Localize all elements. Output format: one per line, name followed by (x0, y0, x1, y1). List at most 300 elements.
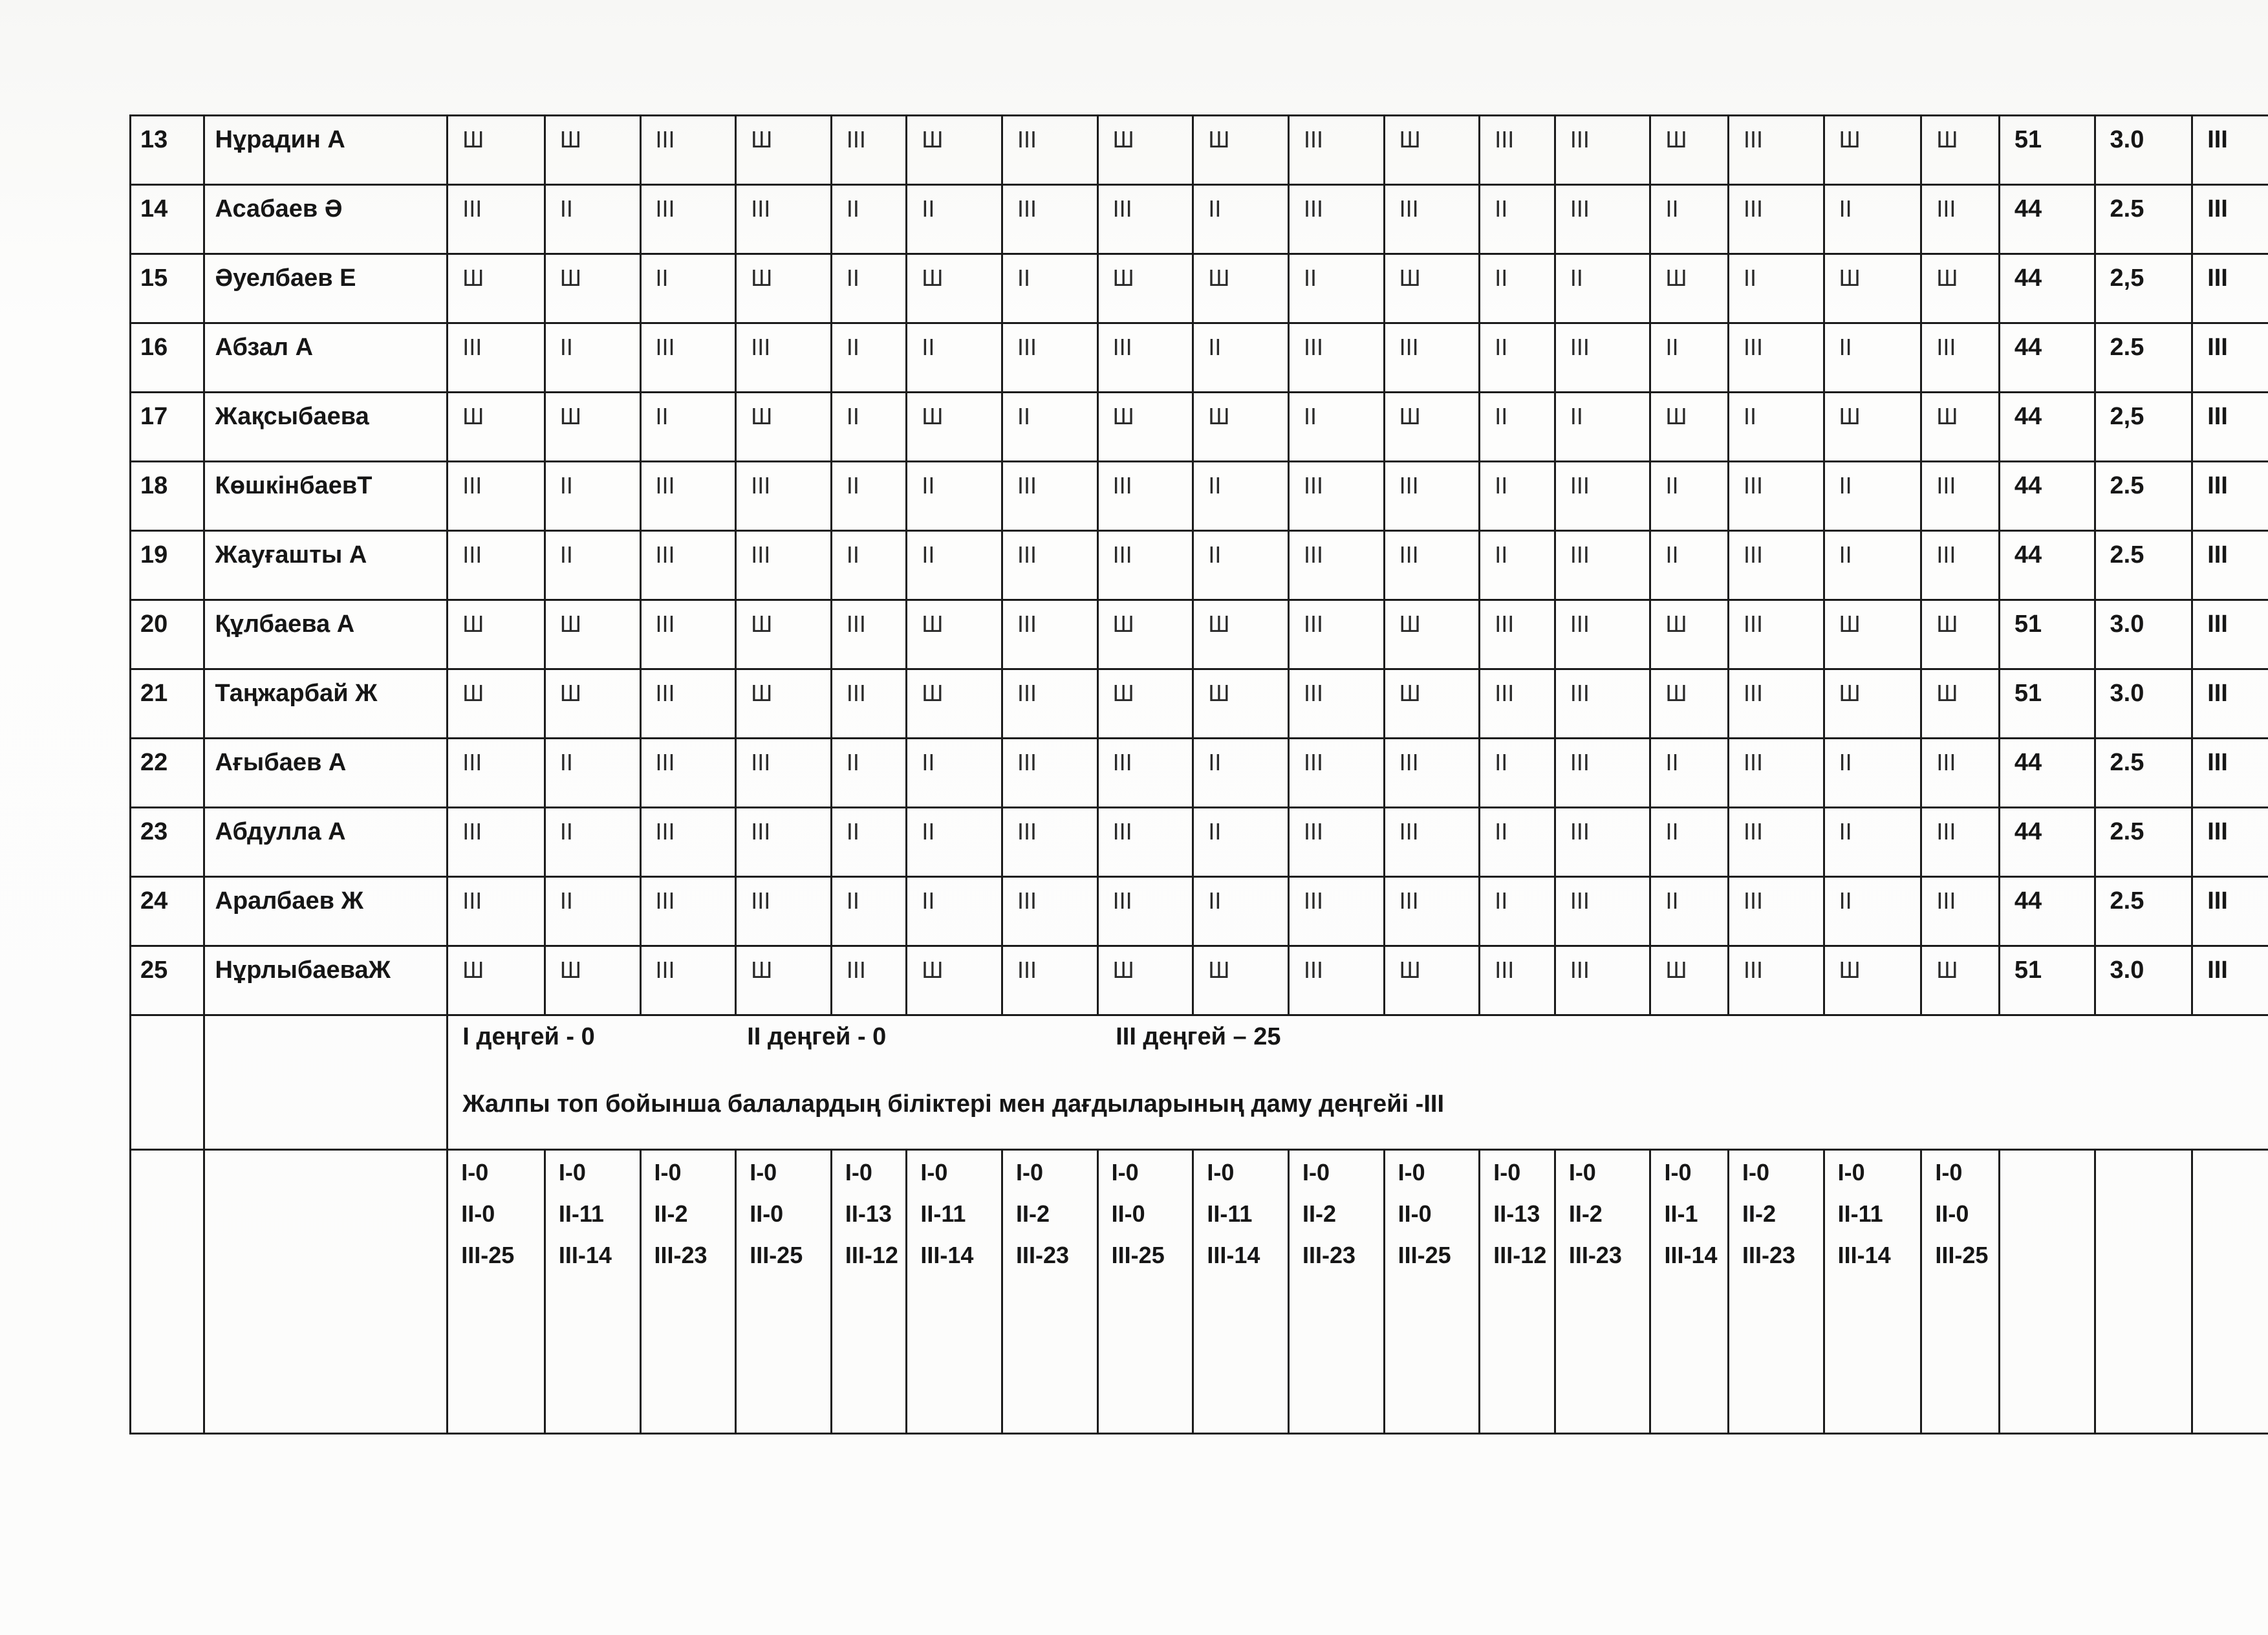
final-level: III (2192, 116, 2268, 185)
level-cell: III (1555, 877, 1650, 946)
level-cell: III (1480, 946, 1555, 1015)
final-level: III (2192, 669, 2268, 739)
level-cell: II (1480, 808, 1555, 877)
level-count: III-12 (845, 1242, 898, 1268)
level-cell: II (1193, 531, 1289, 600)
level-cell: Ш (545, 946, 640, 1015)
table-row (131, 393, 2268, 462)
level-cell: III (736, 462, 832, 531)
level-cell: III (1002, 600, 1098, 669)
level-cell: II (545, 739, 640, 808)
level-count: I-0 (1664, 1159, 1692, 1186)
level-cell: II (1824, 877, 1921, 946)
level-cell: II (1650, 739, 1729, 808)
final-level: III (2192, 254, 2268, 323)
level-count: II-2 (1302, 1200, 1336, 1227)
level-count-cell (640, 1150, 736, 1434)
level-cell: Ш (1824, 600, 1921, 669)
level-cell: Ш (1921, 393, 2000, 462)
level-count-cell (1480, 1150, 1555, 1434)
level-count: III-23 (654, 1242, 707, 1268)
level-cell: III (1288, 185, 1384, 254)
level-cell: III (448, 808, 545, 877)
level-cell: Ш (1384, 600, 1480, 669)
level-count: II-11 (558, 1200, 604, 1227)
level-cell: II (1193, 323, 1289, 393)
level-cell: III (1921, 739, 2000, 808)
average-score: 2.5 (2095, 185, 2192, 254)
level-cell: III (640, 946, 736, 1015)
level-count: II-13 (1493, 1200, 1540, 1227)
average-score: 2.5 (2095, 739, 2192, 808)
level-count: II-2 (654, 1200, 688, 1227)
level-count: III-14 (920, 1242, 974, 1268)
level-count-cell (907, 1150, 1002, 1434)
level-cell: II (545, 808, 640, 877)
level-cell: II (907, 323, 1002, 393)
table-row (131, 323, 2268, 393)
level-cell: III (1288, 600, 1384, 669)
level-cell: Ш (545, 669, 640, 739)
level-cell: Ш (1097, 669, 1193, 739)
level-cell: II (1729, 254, 1824, 323)
student-name: Абзал А (204, 323, 448, 393)
level-count: III-25 (750, 1242, 803, 1268)
level-cell: III (1384, 323, 1480, 393)
row-number: 13 (131, 116, 204, 185)
level-cell: II (1002, 254, 1098, 323)
level-cell: III (1729, 323, 1824, 393)
level-cell: II (1480, 254, 1555, 323)
level-cell: III (1002, 531, 1098, 600)
level-cell: II (1002, 393, 1098, 462)
counts-num-cell (131, 1150, 204, 1434)
level-cell: II (907, 877, 1002, 946)
level-cell: Ш (907, 393, 1002, 462)
total-score: 44 (1999, 393, 2095, 462)
level-cell: Ш (1384, 393, 1480, 462)
level-cell: III (1288, 808, 1384, 877)
total-score: 44 (1999, 808, 2095, 877)
total-score: 51 (1999, 669, 2095, 739)
level-cell: II (1650, 531, 1729, 600)
table-row (131, 531, 2268, 600)
level-cell: II (545, 531, 640, 600)
level-cell: III (1002, 946, 1098, 1015)
level-count: I-0 (1493, 1159, 1521, 1186)
level-cell: Ш (1921, 669, 2000, 739)
level-cell: III (1097, 739, 1193, 808)
level-cell: III (640, 185, 736, 254)
average-score: 2,5 (2095, 393, 2192, 462)
summary-row (131, 1015, 2268, 1150)
level-count: III-23 (1302, 1242, 1356, 1268)
total-score: 51 (1999, 946, 2095, 1015)
level-cell: Ш (1650, 669, 1729, 739)
level-count: II-2 (1568, 1200, 1603, 1227)
level-cell: II (1650, 877, 1729, 946)
level-cell: II (640, 393, 736, 462)
level-cell: III (1921, 323, 2000, 393)
level-cell: Ш (1384, 116, 1480, 185)
level-cell: III (1480, 669, 1555, 739)
level-cell: Ш (1097, 600, 1193, 669)
counts-name-cell (204, 1150, 448, 1434)
row-number: 16 (131, 323, 204, 393)
level-cell: Ш (1921, 116, 2000, 185)
level-cell: II (1824, 323, 1921, 393)
student-rows (131, 116, 2268, 1015)
level-cell: Ш (545, 393, 640, 462)
level-cell: III (1288, 669, 1384, 739)
table-row (131, 185, 2268, 254)
row-number: 20 (131, 600, 204, 669)
average-score: 2.5 (2095, 531, 2192, 600)
level-cell: II (1193, 462, 1289, 531)
average-score: 2.5 (2095, 323, 2192, 393)
level-cell: II (545, 462, 640, 531)
level-count: I-0 (845, 1159, 872, 1186)
level-cell: III (640, 323, 736, 393)
level-count: I-0 (920, 1159, 948, 1186)
level-cell: III (1921, 877, 2000, 946)
level-cell: Ш (1384, 946, 1480, 1015)
level-cell: III (448, 323, 545, 393)
level-cell: III (640, 531, 736, 600)
level-count-cell (545, 1150, 640, 1434)
level-cell: II (1193, 739, 1289, 808)
level-cell: III (640, 669, 736, 739)
level-cell: III (448, 531, 545, 600)
level-cell: II (831, 393, 907, 462)
level-count: I-0 (1935, 1159, 1963, 1186)
average-score: 2.5 (2095, 877, 2192, 946)
level-cell: II (545, 185, 640, 254)
level-count: III-14 (1837, 1242, 1891, 1268)
level-cell: Ш (1193, 946, 1289, 1015)
total-score: 44 (1999, 254, 2095, 323)
level-cell: III (1555, 669, 1650, 739)
table-row (131, 877, 2268, 946)
level-count: I-0 (461, 1159, 489, 1186)
level-cell: III (1384, 531, 1480, 600)
level-cell: III (448, 462, 545, 531)
level-cell: II (1824, 739, 1921, 808)
total-score: 44 (1999, 323, 2095, 393)
level-cell: II (831, 808, 907, 877)
level-count-cell (1824, 1150, 1921, 1434)
level-count: III-14 (558, 1242, 612, 1268)
level-cell: III (1097, 531, 1193, 600)
row-number: 19 (131, 531, 204, 600)
level-cell: II (1480, 877, 1555, 946)
level-count: III-14 (1664, 1242, 1718, 1268)
level-cell: Ш (448, 946, 545, 1015)
total-score: 44 (1999, 877, 2095, 946)
level-cell: II (1729, 393, 1824, 462)
level-count: II-1 (1664, 1200, 1698, 1227)
level-cell: Ш (1921, 946, 2000, 1015)
level-cell: Ш (907, 669, 1002, 739)
student-name: Абдулла А (204, 808, 448, 877)
level-count: II-0 (750, 1200, 784, 1227)
level-count: II-13 (845, 1200, 892, 1227)
level-count: III-12 (1493, 1242, 1547, 1268)
level3-total: III деңгей – 25 (1116, 1023, 1281, 1050)
level-cell: Ш (907, 254, 1002, 323)
table-row (131, 739, 2268, 808)
final-level: III (2192, 323, 2268, 393)
level-cell: Ш (736, 669, 832, 739)
total-score: 44 (1999, 531, 2095, 600)
table-row (131, 946, 2268, 1015)
average-score: 2.5 (2095, 808, 2192, 877)
level-cell: Ш (1384, 669, 1480, 739)
level-cell: II (907, 808, 1002, 877)
level-cell: II (1650, 323, 1729, 393)
level-cell: III (831, 669, 907, 739)
level-cell: II (831, 739, 907, 808)
level-cell: II (1193, 185, 1289, 254)
level-cell: Ш (1097, 393, 1193, 462)
table-row (131, 462, 2268, 531)
level-cell: III (448, 739, 545, 808)
level-cell: Ш (1650, 600, 1729, 669)
total-score: 44 (1999, 462, 2095, 531)
level-cell: III (1555, 323, 1650, 393)
level-count: III-25 (461, 1242, 515, 1268)
level-cell: II (1480, 323, 1555, 393)
level-cell: III (1002, 877, 1098, 946)
level-count-cell (1729, 1150, 1824, 1434)
row-number: 25 (131, 946, 204, 1015)
level1-total: I деңгей - 0 (462, 1023, 595, 1050)
level-cell: II (907, 462, 1002, 531)
level-cell: Ш (1097, 116, 1193, 185)
level-count-cell (1384, 1150, 1480, 1434)
level-cell: III (1288, 323, 1384, 393)
student-name: КөшкінбаевТ (204, 462, 448, 531)
level-cell: III (831, 946, 907, 1015)
level-cell: II (907, 185, 1002, 254)
level-cell: Ш (1824, 946, 1921, 1015)
level-cell: III (1288, 739, 1384, 808)
level-cell: III (1384, 462, 1480, 531)
row-number: 23 (131, 808, 204, 877)
level-cell: Ш (1193, 393, 1289, 462)
level-cell: III (1921, 185, 2000, 254)
level-cell: II (1555, 254, 1650, 323)
level-cell: II (1650, 185, 1729, 254)
student-name: Жауғашты А (204, 531, 448, 600)
empty-count-cell (2192, 1150, 2268, 1434)
level-cell: Ш (907, 600, 1002, 669)
level-cell: III (640, 116, 736, 185)
level-count: III-23 (1016, 1242, 1070, 1268)
level-cell: III (448, 185, 545, 254)
summary-num-cell (131, 1015, 204, 1150)
level-cell: Ш (1921, 254, 2000, 323)
level-cell: III (1921, 462, 2000, 531)
level-cell: III (736, 323, 832, 393)
level-count: II-0 (1398, 1200, 1432, 1227)
level-cell: III (640, 808, 736, 877)
level-count: I-0 (1016, 1159, 1044, 1186)
level-cell: III (1288, 531, 1384, 600)
level-cell: III (736, 531, 832, 600)
level-count: I-0 (1837, 1159, 1865, 1186)
level-cell: III (1002, 116, 1098, 185)
level-cell: III (1555, 185, 1650, 254)
row-number: 24 (131, 877, 204, 946)
student-name: Жақсыбаева (204, 393, 448, 462)
level-cell: III (1921, 808, 2000, 877)
final-level: III (2192, 808, 2268, 877)
total-score: 44 (1999, 185, 2095, 254)
level-count: I-0 (1398, 1159, 1425, 1186)
final-level: III (2192, 739, 2268, 808)
student-name: Аралбаев Ж (204, 877, 448, 946)
level-count-cell (1555, 1150, 1650, 1434)
empty-count-cell (1999, 1150, 2095, 1434)
final-level: III (2192, 462, 2268, 531)
average-score: 2.5 (2095, 462, 2192, 531)
average-score: 3.0 (2095, 600, 2192, 669)
level-cell: II (1193, 877, 1289, 946)
level-cell: III (1288, 462, 1384, 531)
level-cell: III (1384, 877, 1480, 946)
level-cell: II (831, 462, 907, 531)
level-cell: III (640, 739, 736, 808)
level-count-cell (1921, 1150, 2000, 1434)
level-cell: Ш (1193, 600, 1289, 669)
table-row (131, 600, 2268, 669)
table-row (131, 669, 2268, 739)
level-cell: III (736, 877, 832, 946)
level-cell: III (1288, 946, 1384, 1015)
level-cell: III (1729, 185, 1824, 254)
level-count-cell (831, 1150, 907, 1434)
level-cell: Ш (1824, 393, 1921, 462)
average-score: 2,5 (2095, 254, 2192, 323)
level-cell: III (1288, 116, 1384, 185)
level-cell: III (1729, 669, 1824, 739)
level-cell: Ш (545, 116, 640, 185)
level-count-cell (1193, 1150, 1289, 1434)
level-cell: II (1193, 808, 1289, 877)
level-cell: II (1288, 254, 1384, 323)
summary-text-cell (448, 1015, 2268, 1150)
level-cell: II (1555, 393, 1650, 462)
level-cell: Ш (736, 600, 832, 669)
total-score: 44 (1999, 739, 2095, 808)
level-cell: III (1480, 116, 1555, 185)
level-count: III-23 (1568, 1242, 1622, 1268)
level-cell: II (1480, 393, 1555, 462)
level-cell: Ш (1650, 393, 1729, 462)
level-cell: Ш (1824, 116, 1921, 185)
level-count: III-25 (1111, 1242, 1165, 1268)
level-cell: Ш (1824, 254, 1921, 323)
level-cell: Ш (1921, 600, 2000, 669)
level-cell: III (448, 877, 545, 946)
level-cell: III (1002, 185, 1098, 254)
level-cell: III (1729, 946, 1824, 1015)
level-count: I-0 (1302, 1159, 1330, 1186)
average-score: 3.0 (2095, 946, 2192, 1015)
level-count: I-0 (1111, 1159, 1139, 1186)
counts-row (131, 1150, 2268, 1434)
level-cell: Ш (545, 600, 640, 669)
final-level: III (2192, 946, 2268, 1015)
level-count: II-0 (1935, 1200, 1969, 1227)
level-count: II-11 (1207, 1200, 1253, 1227)
level-cell: II (545, 877, 640, 946)
table-row (131, 254, 2268, 323)
level-count: II-11 (920, 1200, 966, 1227)
empty-count-cell (2095, 1150, 2192, 1434)
level-count: I-0 (1742, 1159, 1770, 1186)
level-cell: III (1097, 462, 1193, 531)
level-cell: Ш (448, 116, 545, 185)
level-cell: III (1921, 531, 2000, 600)
summary-section (131, 1015, 2268, 1434)
level-count: I-0 (1207, 1159, 1235, 1186)
level-cell: Ш (1097, 946, 1193, 1015)
student-name: Нұрадин А (204, 116, 448, 185)
level-cell: III (1097, 877, 1193, 946)
row-number: 14 (131, 185, 204, 254)
level-cell: II (831, 877, 907, 946)
level-cell: III (1729, 808, 1824, 877)
student-name: НұрлыбаеваЖ (204, 946, 448, 1015)
level-cell: II (1824, 808, 1921, 877)
level-cell: III (1555, 808, 1650, 877)
level-cell: Ш (736, 116, 832, 185)
level-cell: II (831, 185, 907, 254)
level-cell: II (1824, 462, 1921, 531)
level-count: I-0 (750, 1159, 777, 1186)
level-cell: Ш (1097, 254, 1193, 323)
level-cell: III (736, 739, 832, 808)
level-count: II-0 (1111, 1200, 1145, 1227)
level-cell: III (831, 116, 907, 185)
level-count: II-0 (461, 1200, 495, 1227)
level-count: I-0 (1568, 1159, 1596, 1186)
level-cell: II (1650, 462, 1729, 531)
level-cell: III (1002, 669, 1098, 739)
level-cell: Ш (1650, 946, 1729, 1015)
level-cell: III (640, 600, 736, 669)
level-cell: III (1555, 531, 1650, 600)
level-cell: II (545, 323, 640, 393)
average-score: 3.0 (2095, 669, 2192, 739)
level-cell: III (1384, 739, 1480, 808)
level-cell: Ш (448, 600, 545, 669)
overall-level-text: Жалпы топ бойынша балалардың біліктері мен дағдыларының даму деңгейі -III (462, 1090, 1444, 1118)
level-cell: II (1650, 808, 1729, 877)
level-cell: II (1480, 531, 1555, 600)
level-cell: III (736, 808, 832, 877)
level-cell: Ш (448, 669, 545, 739)
student-name: Құлбаева А (204, 600, 448, 669)
final-level: III (2192, 185, 2268, 254)
level-cell: III (640, 462, 736, 531)
level-cell: Ш (448, 393, 545, 462)
level-cell: III (1002, 739, 1098, 808)
level-cell: III (831, 600, 907, 669)
row-number: 22 (131, 739, 204, 808)
